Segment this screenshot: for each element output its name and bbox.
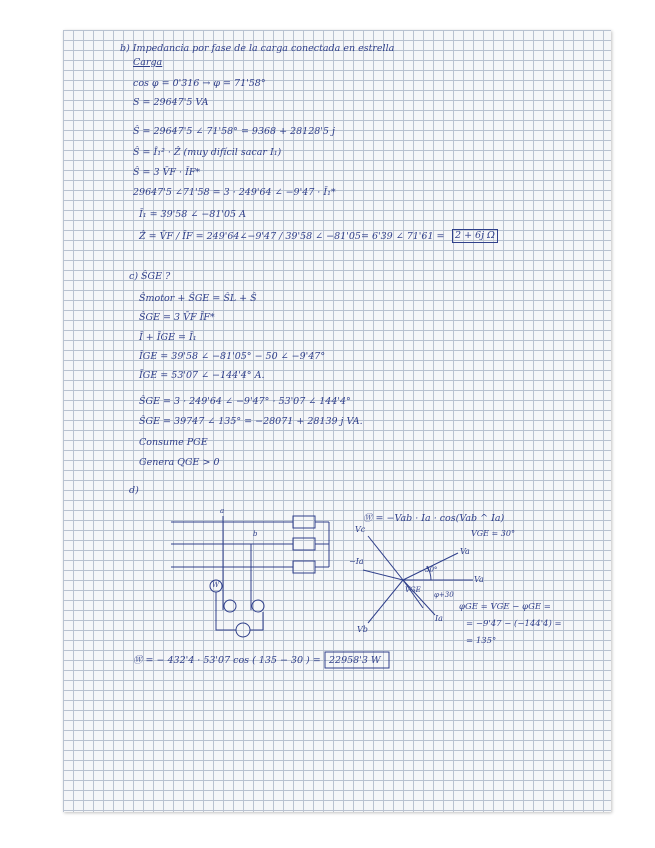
genera-line: Genera QGE > 0	[139, 457, 220, 468]
phasor-vb-label: Vb	[357, 625, 368, 634]
phasor-va-top-label: Va	[460, 547, 470, 556]
phasor-ia-label: Ia	[435, 614, 443, 623]
phi-equation-1: φGE = VGE − φGE =	[459, 602, 551, 612]
sge-calc: ŜGE = 3 · 249'64 ∠ −9'47° · 53'07 ∠ 144'4°	[139, 396, 351, 407]
circuit-diagram	[171, 516, 329, 637]
impedance-boxed-result: 2 + 6j Ω	[452, 229, 498, 243]
phasor-neg-ia-label: −Ia	[349, 557, 364, 566]
phasor-vge-label: VGE	[405, 586, 421, 594]
current-i1-line: Ī₁ = 39'58 ∠ −81'05 A	[139, 209, 246, 220]
angle-30-label: 30°	[425, 566, 438, 574]
notebook-page	[63, 30, 611, 812]
power-balance-line: Ŝmotor + ŜGE = ŜL + Ŝ	[139, 293, 257, 304]
apparent-power-line: S = 29647'5 VA	[133, 97, 209, 108]
wattmeter-equation: Ⓦ = −Vab · Ia · cos(Vab ^ Ia)	[363, 513, 505, 524]
impedance-equation: Ẑ = V̄F / ĪF = 249'64∠−9'47 / 39'58 ∠ −81'05	[139, 231, 361, 242]
section-c-title: c) ŜGE ?	[129, 271, 171, 282]
node-b-label: b	[253, 530, 258, 538]
sge-equation: ŜGE = 3 V̄F ĪF*	[139, 312, 215, 323]
ige-result: ĪGE = 53'07 ∠ −144'4° A.	[139, 370, 265, 381]
power-equation-2: Ŝ = 3 V̄F · ĪF*	[133, 167, 201, 178]
power-equation-3: 29647'5 ∠71'58 = 3 · 249'64 ∠ −9'47 · Ī₁*	[133, 187, 336, 198]
wattmeter-final-equation: Ⓦ = − 432'4 · 53'07 cos ( 135 − 30 ) =	[133, 655, 321, 666]
complex-power-line: Ŝ = 29647'5 ∠ 71'58° = 9368 + 28128'5 j	[133, 126, 335, 137]
wattmeter-label: W	[212, 581, 220, 589]
phi-plus-30-label: φ+30	[434, 591, 454, 599]
consume-line: Consume PGE	[139, 437, 208, 448]
phasor-diagram	[363, 536, 473, 623]
wattmeter-final-result: 22958'3 W	[329, 655, 381, 666]
phi-equation-3: = 135°	[466, 636, 497, 646]
impedance-result: = 6'39 ∠ 71'61 =	[361, 231, 445, 242]
vge-angle-note: VGE = 30°	[471, 529, 515, 538]
phi-equation-2: = −9'47 − (−144'4) =	[466, 619, 562, 629]
current-sum-line: Ī + ĪGE = Ī₁	[139, 332, 197, 343]
carga-heading: Carga	[133, 57, 163, 68]
section-d-title: d)	[129, 485, 139, 496]
phasor-vc-label: Vc	[355, 525, 366, 534]
sge-result: ŜGE = 39747 ∠ 135° = −28071 + 28139 j VA.	[139, 416, 363, 427]
phasor-va-label: Va	[474, 575, 484, 584]
cos-phi-line: cos φ = 0'316 → φ = 71'58°	[133, 78, 266, 89]
ige-equation: ĪGE = 39'58 ∠ −81'05° − 50 ∠ −9'47°	[139, 351, 326, 362]
node-a-label: a	[220, 507, 225, 515]
power-equation-1: Ŝ = Ȋ₁² · Ẑ (muy difícil sacar I₁)	[133, 147, 282, 158]
diagrams	[63, 30, 611, 812]
section-b-title: b) Impedancia por fase de la carga conectada en estrella	[120, 43, 395, 54]
